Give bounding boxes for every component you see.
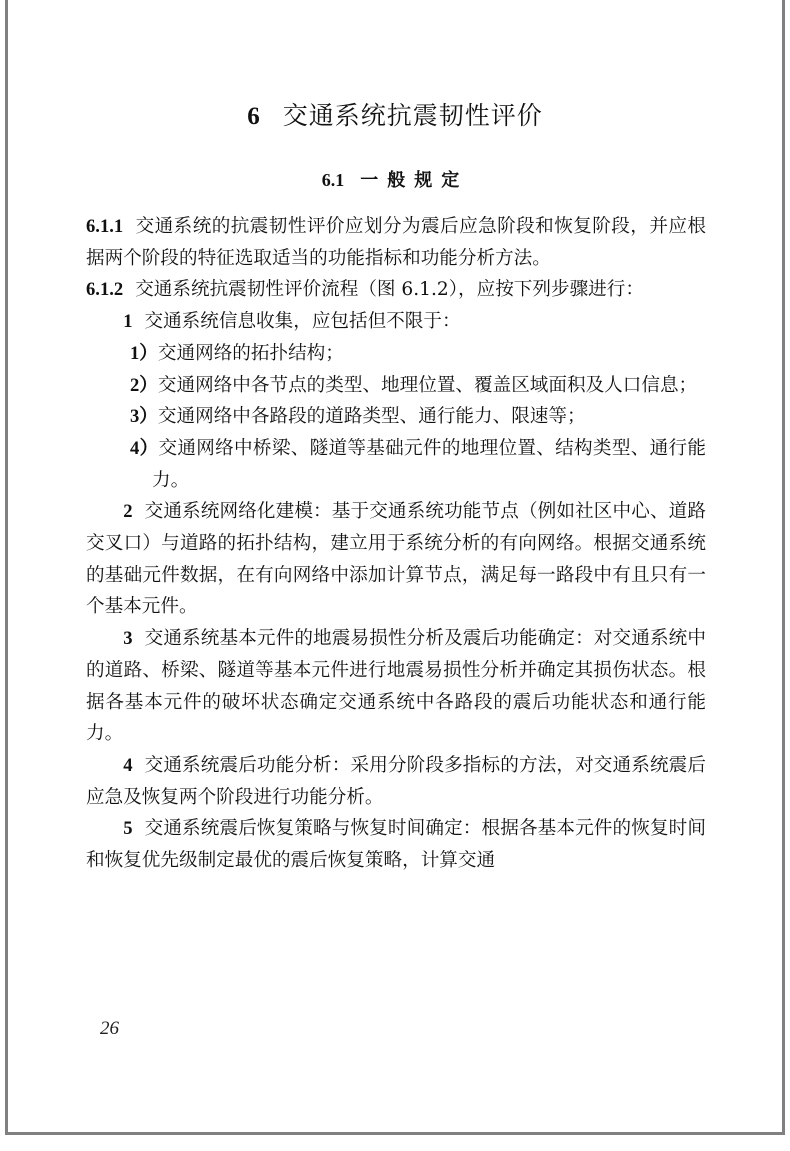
- item-2: [86, 496, 706, 623]
- page-number: 26: [100, 1018, 119, 1039]
- item-1: [86, 306, 706, 338]
- clause-number: 6.1.1: [86, 216, 124, 237]
- section-number: 6.1: [321, 170, 345, 190]
- sub-item-number: 1）: [130, 342, 158, 364]
- clause-text: 交通系统抗震韧性评价流程（图 6.1.2），应按下列步骤进行：: [135, 279, 644, 301]
- sub-item-1: [86, 338, 706, 370]
- item-text: 交通系统信息收集，应包括但不限于：: [144, 311, 461, 333]
- item-number: 2: [123, 501, 133, 523]
- item-number: 4: [123, 754, 133, 776]
- clause-number: 6.1.2: [86, 279, 124, 301]
- chapter-number: 6: [247, 103, 261, 130]
- item-text: 交通系统震后功能分析：采用分阶段多指标的方法，对交通系统震后应急及恢复两个阶段进行功能分析。: [86, 754, 706, 808]
- item-text: 交通系统网络化建模：基于交通系统功能节点（例如社区中心、道路交叉口）与道路的拓扑结构，建立用于系统分析的有向网络。根据交通系统的基础元件数据，在有向网络中添加计算节点，满足每一路段中有且只有一个基本元件。: [86, 501, 706, 618]
- sub-item-text: 交通网络中各节点的类型、地理位置、覆盖区域面积及人口信息；: [157, 374, 698, 396]
- item-4: [86, 750, 706, 813]
- clause-text: 交通系统的抗震韧性评价应划分为震后应急阶段和恢复阶段，并应根据两个阶段的特征选取适当的功能指标和功能分析方法。: [86, 216, 706, 269]
- sub-item-number: 4）: [130, 437, 159, 459]
- sub-item-4: [86, 433, 706, 496]
- item-text: 交通系统基本元件的地震易损性分析及震后功能确定：对交通系统中的道路、桥梁、隧道等基本元件进行地震易损性分析并确定其损伤状态。根据各基本元件的破坏状态确定交通系统中各路段的震后功能状态和通行能力。: [86, 628, 706, 745]
- item-number: 1: [123, 311, 133, 333]
- item-number: 5: [123, 818, 133, 840]
- clause-6-1-1: [86, 211, 706, 274]
- clause-6-1-2: [86, 274, 706, 306]
- body-text: [86, 211, 706, 877]
- section-title: [0, 166, 790, 192]
- sub-item-text: 交通网络中桥梁、隧道等基础元件的地理位置、结构类型、通行能力。: [152, 437, 706, 491]
- chapter-title: [0, 96, 790, 132]
- section-title-text: 一般规定: [360, 170, 469, 191]
- item-3: [86, 623, 706, 750]
- sub-item-text: 交通网络中各路段的道路类型、通行能力、限速等；: [157, 406, 586, 428]
- sub-item-number: 2）: [130, 374, 158, 396]
- item-5: [86, 813, 706, 876]
- chapter-title-text: 交通系统抗震韧性评价: [282, 101, 543, 130]
- sub-item-3: [86, 401, 706, 433]
- item-number: 3: [123, 628, 133, 650]
- item-text: 交通系统震后恢复策略与恢复时间确定：根据各基本元件的恢复时间和恢复优先级制定最优的震后恢复策略，计算交通: [86, 818, 706, 872]
- sub-item-2: [86, 370, 706, 402]
- sub-item-text: 交通网络的拓扑结构；: [157, 342, 344, 364]
- sub-item-number: 3）: [130, 406, 158, 428]
